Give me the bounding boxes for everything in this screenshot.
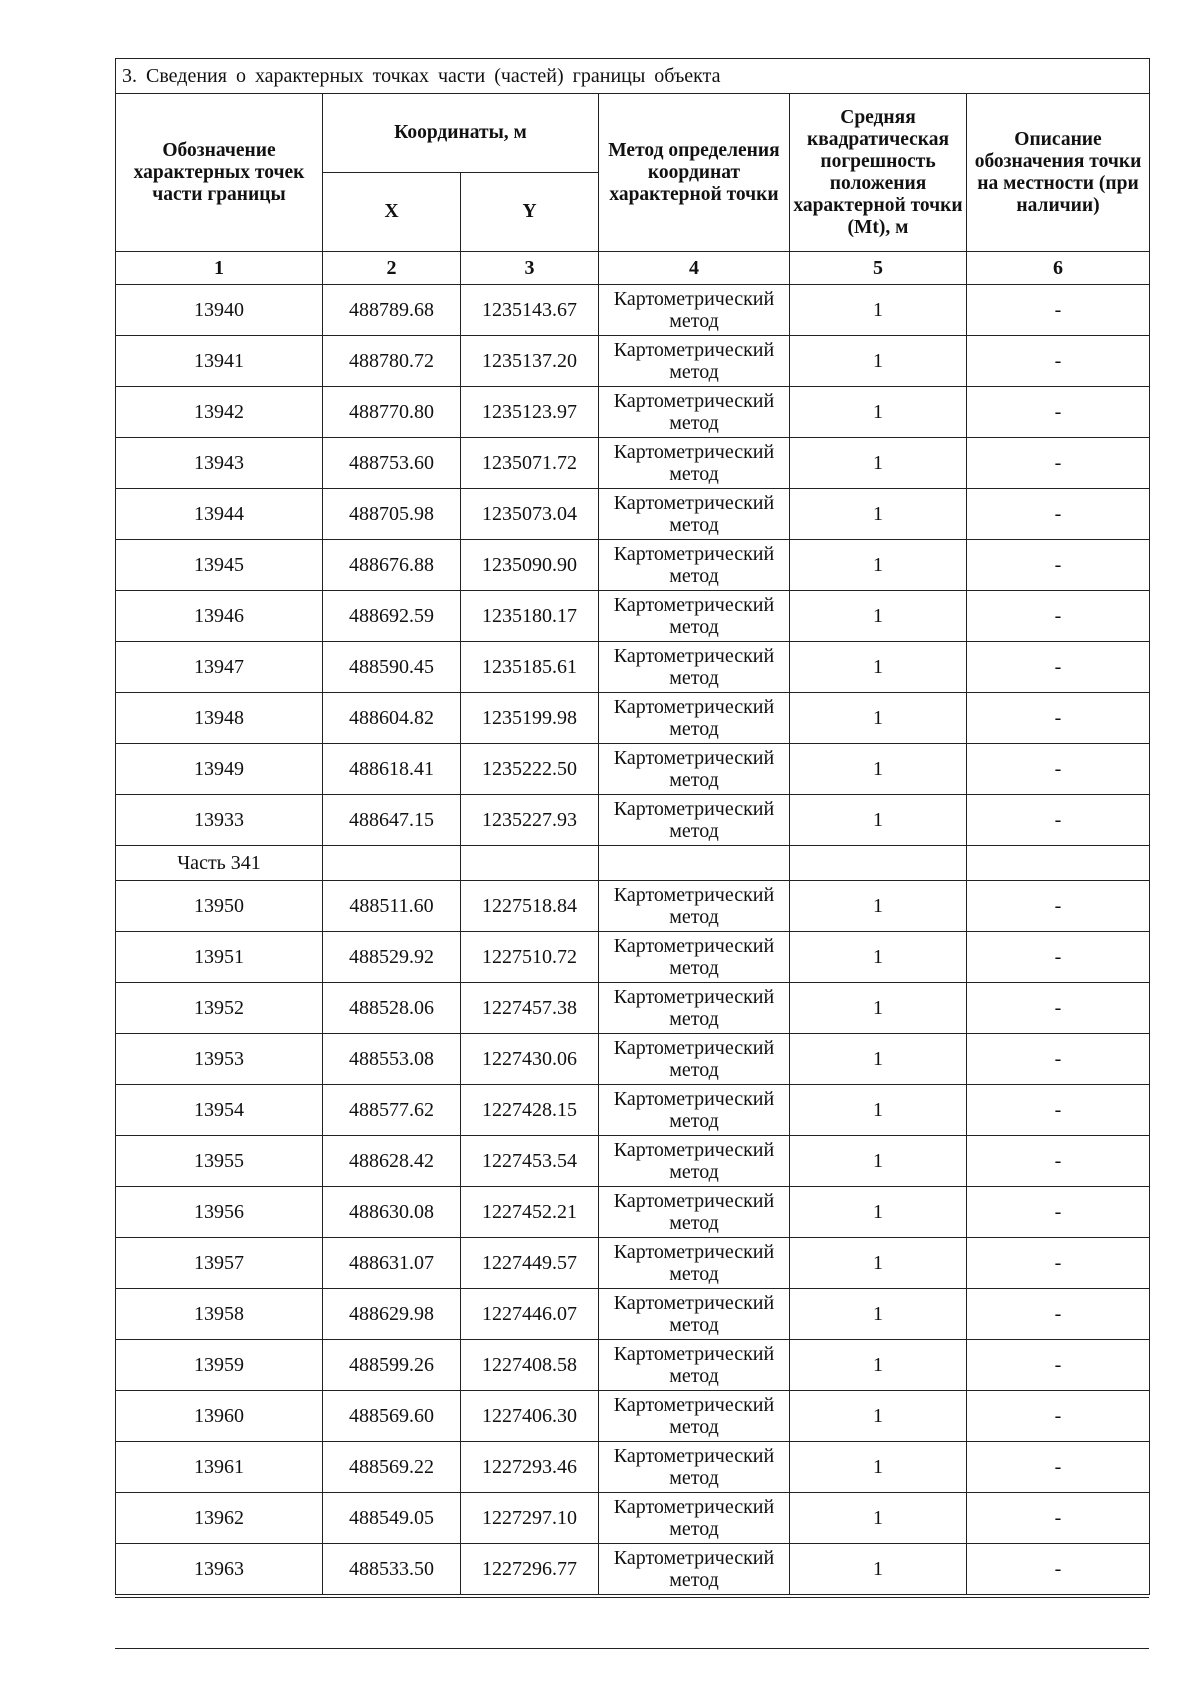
y-coordinate-cell: 1227452.21	[461, 1187, 599, 1238]
method-cell: Картометрический метод	[599, 1442, 790, 1493]
table-row	[116, 1085, 1150, 1136]
y-coordinate-cell: 1227518.84	[461, 881, 599, 932]
x-coordinate-cell: 488511.60	[323, 881, 461, 932]
point-id-cell: 13944	[116, 489, 323, 540]
method-cell: Картометрический метод	[599, 744, 790, 795]
description-cell: -	[967, 1085, 1150, 1136]
table-row	[116, 1340, 1150, 1391]
table-row	[116, 795, 1150, 846]
y-coordinate-cell: 1235073.04	[461, 489, 599, 540]
x-coordinate-cell: 488569.60	[323, 1391, 461, 1442]
error-cell: 1	[790, 489, 967, 540]
error-cell: 1	[790, 387, 967, 438]
y-coordinate-cell: 1227510.72	[461, 932, 599, 983]
y-coordinate-cell: 1235071.72	[461, 438, 599, 489]
table-row	[116, 983, 1150, 1034]
description-cell: -	[967, 795, 1150, 846]
point-id-cell: 13953	[116, 1034, 323, 1085]
table-row	[116, 1238, 1150, 1289]
column-number: 6	[967, 252, 1150, 285]
section-title-row	[116, 59, 1150, 94]
table-row	[116, 336, 1150, 387]
error-cell: 1	[790, 1340, 967, 1391]
error-cell: 1	[790, 983, 967, 1034]
x-coordinate-cell: 488630.08	[323, 1187, 461, 1238]
y-coordinate-cell: 1227428.15	[461, 1085, 599, 1136]
error-cell: 1	[790, 795, 967, 846]
method-cell: Картометрический метод	[599, 1034, 790, 1085]
method-cell: Картометрический метод	[599, 1187, 790, 1238]
table-row	[116, 693, 1150, 744]
point-id-cell: 13949	[116, 744, 323, 795]
column-number: 2	[323, 252, 461, 285]
y-coordinate-cell: 1227408.58	[461, 1340, 599, 1391]
characteristic-points-table	[115, 58, 1150, 1595]
section-title: 3. Сведения о характерных точках части (частей) границы объекта	[116, 59, 1150, 94]
column-number-row	[116, 252, 1150, 285]
method-cell: Картометрический метод	[599, 1391, 790, 1442]
error-cell: 1	[790, 932, 967, 983]
method-cell: Картометрический метод	[599, 438, 790, 489]
error-cell: 1	[790, 1034, 967, 1085]
header-row-top	[116, 94, 1150, 173]
description-cell: -	[967, 591, 1150, 642]
error-cell: 1	[790, 591, 967, 642]
description-cell: -	[967, 983, 1150, 1034]
point-id-cell: 13933	[116, 795, 323, 846]
point-id-cell: 13963	[116, 1544, 323, 1595]
table-row	[116, 1136, 1150, 1187]
point-id-cell: 13952	[116, 983, 323, 1034]
method-cell: Картометрический метод	[599, 795, 790, 846]
error-cell: 1	[790, 1493, 967, 1544]
table-row	[116, 1493, 1150, 1544]
table-row	[116, 744, 1150, 795]
method-cell: Картометрический метод	[599, 387, 790, 438]
method-cell: Картометрический метод	[599, 336, 790, 387]
error-cell: 1	[790, 285, 967, 336]
header-error: Средняя квадратическая погрешность положения характерной точки (Mt), м	[790, 94, 967, 252]
description-cell: -	[967, 1034, 1150, 1085]
x-coordinate-cell: 488676.88	[323, 540, 461, 591]
x-coordinate-cell: 488549.05	[323, 1493, 461, 1544]
table-row	[116, 540, 1150, 591]
method-cell: Картометрический метод	[599, 1493, 790, 1544]
description-cell: -	[967, 1136, 1150, 1187]
y-coordinate-cell: 1227449.57	[461, 1238, 599, 1289]
point-id-cell: 13956	[116, 1187, 323, 1238]
column-number: 1	[116, 252, 323, 285]
method-cell: Картометрический метод	[599, 1289, 790, 1340]
description-cell: -	[967, 1238, 1150, 1289]
x-coordinate-cell: 488629.98	[323, 1289, 461, 1340]
column-number: 4	[599, 252, 790, 285]
x-coordinate-cell: 488789.68	[323, 285, 461, 336]
description-cell: -	[967, 1187, 1150, 1238]
point-id-cell: 13951	[116, 932, 323, 983]
table-row	[116, 285, 1150, 336]
method-cell: Картометрический метод	[599, 983, 790, 1034]
y-coordinate-cell: 1227297.10	[461, 1493, 599, 1544]
point-id-cell: 13957	[116, 1238, 323, 1289]
y-coordinate-cell: 1235180.17	[461, 591, 599, 642]
x-coordinate-cell: 488599.26	[323, 1340, 461, 1391]
description-cell: -	[967, 642, 1150, 693]
description-cell: -	[967, 1289, 1150, 1340]
method-cell: Картометрический метод	[599, 932, 790, 983]
method-cell: Картометрический метод	[599, 1238, 790, 1289]
error-cell: 1	[790, 1085, 967, 1136]
description-cell: -	[967, 693, 1150, 744]
description-cell: -	[967, 540, 1150, 591]
page-footer-rule	[115, 1648, 1149, 1649]
x-coordinate-cell: 488577.62	[323, 1085, 461, 1136]
method-cell: Картометрический метод	[599, 1340, 790, 1391]
y-coordinate-cell: 1227296.77	[461, 1544, 599, 1595]
description-cell: -	[967, 932, 1150, 983]
x-coordinate-cell: 488553.08	[323, 1034, 461, 1085]
x-coordinate-cell: 488770.80	[323, 387, 461, 438]
x-coordinate-cell: 488705.98	[323, 489, 461, 540]
point-id-cell: 13954	[116, 1085, 323, 1136]
description-cell: -	[967, 1391, 1150, 1442]
table-row	[116, 1442, 1150, 1493]
table-row	[116, 438, 1150, 489]
method-cell: Картометрический метод	[599, 285, 790, 336]
point-id-cell: 13961	[116, 1442, 323, 1493]
point-id-cell: 13958	[116, 1289, 323, 1340]
table-row	[116, 642, 1150, 693]
x-coordinate-cell: 488631.07	[323, 1238, 461, 1289]
empty-cell	[461, 846, 599, 881]
y-coordinate-cell: 1227293.46	[461, 1442, 599, 1493]
error-cell: 1	[790, 744, 967, 795]
table-row	[116, 591, 1150, 642]
description-cell: -	[967, 285, 1150, 336]
table-row	[116, 1289, 1150, 1340]
method-cell: Картометрический метод	[599, 1136, 790, 1187]
table-row	[116, 387, 1150, 438]
method-cell: Картометрический метод	[599, 1085, 790, 1136]
empty-cell	[323, 846, 461, 881]
error-cell: 1	[790, 1544, 967, 1595]
description-cell: -	[967, 1442, 1150, 1493]
method-cell: Картометрический метод	[599, 1544, 790, 1595]
point-id-cell: 13941	[116, 336, 323, 387]
x-coordinate-cell: 488780.72	[323, 336, 461, 387]
table-row	[116, 1034, 1150, 1085]
empty-cell	[967, 846, 1150, 881]
y-coordinate-cell: 1227453.54	[461, 1136, 599, 1187]
x-coordinate-cell: 488692.59	[323, 591, 461, 642]
y-coordinate-cell: 1227457.38	[461, 983, 599, 1034]
description-cell: -	[967, 336, 1150, 387]
point-id-cell: 13940	[116, 285, 323, 336]
point-id-cell: 13948	[116, 693, 323, 744]
error-cell: 1	[790, 1391, 967, 1442]
header-coordinates: Координаты, м	[323, 94, 599, 173]
point-id-cell: 13960	[116, 1391, 323, 1442]
description-cell: -	[967, 1544, 1150, 1595]
method-cell: Картометрический метод	[599, 881, 790, 932]
error-cell: 1	[790, 1442, 967, 1493]
header-y: Y	[461, 173, 599, 252]
error-cell: 1	[790, 540, 967, 591]
x-coordinate-cell: 488529.92	[323, 932, 461, 983]
x-coordinate-cell: 488628.42	[323, 1136, 461, 1187]
method-cell: Картометрический метод	[599, 693, 790, 744]
point-id-cell: 13947	[116, 642, 323, 693]
table-row	[116, 1187, 1150, 1238]
table-bottom-rule	[115, 1597, 1149, 1598]
y-coordinate-cell: 1235199.98	[461, 693, 599, 744]
point-id-cell: 13955	[116, 1136, 323, 1187]
y-coordinate-cell: 1235123.97	[461, 387, 599, 438]
description-cell: -	[967, 489, 1150, 540]
description-cell: -	[967, 1340, 1150, 1391]
x-coordinate-cell: 488533.50	[323, 1544, 461, 1595]
point-id-cell: 13943	[116, 438, 323, 489]
part-label: Часть 341	[116, 846, 323, 881]
point-id-cell: 13962	[116, 1493, 323, 1544]
x-coordinate-cell: 488647.15	[323, 795, 461, 846]
y-coordinate-cell: 1227406.30	[461, 1391, 599, 1442]
error-cell: 1	[790, 1136, 967, 1187]
header-designation: Обозначение характерных точек части границы	[116, 94, 323, 252]
x-coordinate-cell: 488618.41	[323, 744, 461, 795]
header-x: X	[323, 173, 461, 252]
error-cell: 1	[790, 642, 967, 693]
y-coordinate-cell: 1235227.93	[461, 795, 599, 846]
header-method: Метод определения координат характерной точки	[599, 94, 790, 252]
empty-cell	[599, 846, 790, 881]
method-cell: Картометрический метод	[599, 642, 790, 693]
x-coordinate-cell: 488753.60	[323, 438, 461, 489]
description-cell: -	[967, 438, 1150, 489]
error-cell: 1	[790, 1289, 967, 1340]
error-cell: 1	[790, 1238, 967, 1289]
y-coordinate-cell: 1227446.07	[461, 1289, 599, 1340]
method-cell: Картометрический метод	[599, 489, 790, 540]
x-coordinate-cell: 488590.45	[323, 642, 461, 693]
description-cell: -	[967, 744, 1150, 795]
point-id-cell: 13942	[116, 387, 323, 438]
column-number: 3	[461, 252, 599, 285]
y-coordinate-cell: 1235090.90	[461, 540, 599, 591]
error-cell: 1	[790, 1187, 967, 1238]
error-cell: 1	[790, 336, 967, 387]
y-coordinate-cell: 1235143.67	[461, 285, 599, 336]
y-coordinate-cell: 1235137.20	[461, 336, 599, 387]
column-number: 5	[790, 252, 967, 285]
point-id-cell: 13950	[116, 881, 323, 932]
description-cell: -	[967, 387, 1150, 438]
table-row	[116, 881, 1150, 932]
x-coordinate-cell: 488569.22	[323, 1442, 461, 1493]
method-cell: Картометрический метод	[599, 591, 790, 642]
header-description: Описание обозначения точки на местности (при наличии)	[967, 94, 1150, 252]
y-coordinate-cell: 1227430.06	[461, 1034, 599, 1085]
error-cell: 1	[790, 693, 967, 744]
empty-cell	[790, 846, 967, 881]
point-id-cell: 13945	[116, 540, 323, 591]
description-cell: -	[967, 1493, 1150, 1544]
part-row	[116, 846, 1150, 881]
table-row	[116, 1391, 1150, 1442]
method-cell: Картометрический метод	[599, 540, 790, 591]
table-row	[116, 1544, 1150, 1595]
x-coordinate-cell: 488528.06	[323, 983, 461, 1034]
error-cell: 1	[790, 881, 967, 932]
table-row	[116, 489, 1150, 540]
error-cell: 1	[790, 438, 967, 489]
table-row	[116, 932, 1150, 983]
y-coordinate-cell: 1235222.50	[461, 744, 599, 795]
y-coordinate-cell: 1235185.61	[461, 642, 599, 693]
point-id-cell: 13959	[116, 1340, 323, 1391]
point-id-cell: 13946	[116, 591, 323, 642]
description-cell: -	[967, 881, 1150, 932]
x-coordinate-cell: 488604.82	[323, 693, 461, 744]
